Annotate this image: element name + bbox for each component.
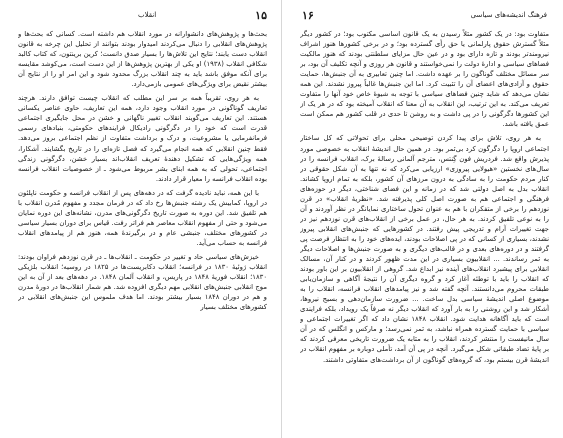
right-running-header <box>302 9 549 25</box>
right-page-number: ۱۶ <box>302 9 314 22</box>
left-running-header <box>20 9 267 25</box>
paragraph: خیزش‌های سیاسی حاد و تغییر در حکومت ـ انقلاب‌ها ـ در قرن نوزدهم فراوان بودند: انقلاب ژوئیهٔ ۱۸۳۰ در فرانسه؛ انقلاب دکابریست‌ها در ۱۸۲۵ در روسیه؛ انقلاب بلژیکی ۱۸۳۰؛ انقلاب فوریهٔ ۱۸۴۸ در پاریس، و انقلاب آلمان ۱۸۴۸. در دهه‌های بعد از آن به این موج انقلابی جنبش‌های انقلابی مهم دیگری افزوده شد. هم شمار انقلاب‌ها در دورهٔ مدرن و هم در دوران ۱۸۴۸ بسیار بیشتر بودند. اما هدف ملموس این جنبش‌های انقلابی در کشورهای مختلف بسیار <box>18 252 267 312</box>
left-page-number: ۱۵ <box>255 9 267 22</box>
left-page-body <box>18 29 267 432</box>
paragraph: متفاوت بود: در یک کشور مثلاً رسیدن به یک قانون اساسی مکتوب بود؛ در کشور دیگر مثلاً گسترش حقوق پارلمانی یا حق رأی گسترده بود؛ و در برخی کشورها هنوز اشراف نیرومندتر بودند و تازه دارای بود و در عین حال مزایای سلطنتی بودند که هنوز مالکیت فضاهای سیاسی و ادارهٔ دولت را نمی‌خواستند و قانون هر روزی و آنچه تکلیف آن بود، بر سر مسائل مختلف گوناگون را بر عهده داشت. اما چنین تعابیری به آن جنبش‌ها، حمایت حقوق و آزادی‌های اعضای آن را تثبیت کرد. اما این جنبش‌ها غالباً پیروز نشدند. این همه نشان می‌دهد که شاید چنین فضاهای سیاسی با توجه به شیوهٔ خاص خود آنها را متفاوت تعریف می‌کند. به این ترتیب، این انقلاب به آن معنا که انقلاب آمیخته بود که در هر یک از این کشورها دگرگونی را در پی داشت و به روشن تا حدی در قلب کشور هم ممکن است عمق یافته باشد. <box>300 30 549 129</box>
right-page-body <box>300 29 549 432</box>
paragraph: بحث‌ها و پژوهش‌های دانشوارانه در مورد انقلاب هم داشته است. کسانی که بحث‌ها و پژوهش‌های انقلابی را دنبال می‌کردند امیدوار بودند بتوانند از تحلیل این چرخه به قانون انقلاب دست یابند؛ نتایج این تلاش‌ها را بسیار صدق دانست؛ کرین برینتون، که کتاب کالبد شکافی انقلاب (۱۹۳۸) او یکی از بهترین پژوهش‌ها از این دست است، می‌کوشد مقایسه برای آنکه موفق باشد باید به چند انقلاب بزرگ محدود شود و این امر او را از نتایج آن بیشتر نقیض برای ویژگی‌های عمومی بازمی‌دارد. <box>18 30 267 89</box>
left-page <box>0 0 281 438</box>
paragraph: به هر روی، تقریباً همه بر سر این مطلب که انقلاب چیست توافق دارند. هرچند تعاریف گوناگونی در مورد انقلاب وجود دارد، همه این تعاریف، حاوی عناصر یکسانی هستند. این تعاریف می‌گویند انقلاب تغییر ناگهانی و خشن در محل جایگیری اجتماعی قدرت است که خود را در دگرگونی رادیکال فرایندهای حکومتی، بنیادهای رسمی فرمانفرمایی یا مشروعیت، و درک و برداشت متفاوت از نظم اجتماعی بروز می‌دهد. فقط چنین انقلابی که همه انجام می‌گیرد که فصل تازه‌ای را در تاریخ بگشایند. آشکارا، همه ویژگی‌هایی که تشکیل دهندهٔ تعریف انقلاب‌اند بسیار خشن، دگرگونی زندگی اجتماعی، تحولی که به همه ابنای بشر مربوط می‌شود ـ از خصوصیات انقلاب فرانسه بوده انقلاب فرانسه را معیار قرار دادند. <box>18 94 267 183</box>
paragraph: به هر روی، تلاش برای پیدا کردن توضیحی محلی برای تحولاتی که کل ساختار اجتماعی اروپا را دگرگون کرد بی‌ثمر بود. در همین حال اندیشهٔ انقلاب به خصوصی مورد پذیرش واقع شد. فردریش فون گِنتس، مترجم آلمانی رسالهٔ برک، انقلاب فرانسه را در سال‌های نخستین «هیولایی پیروزی» ارزیابی می‌کرد که نه تنها به آن شکل حقوقی در کنار مردم حکومت را به سادگی به درون مرزهای آن کشور، بلکه به تمام اروپا کشاند. انقلاب بدل به اصل دولتی شد که در زمانه و این فضای شناختی، دیگر در حوزه‌های فرهنگی و اجتماعی هم به صورت اصل کلی پذیرفته شد. «نظریهٔ انقلاب» در قرن نوزدهم را برخی از متفکران با هم به عنوان تحول ساختاری نمایانگر در نظر آوردند و آن را به نوعی تلفیق کردند. به هر حال، در عمل برخی از انقلاب‌های قرن نوزدهم نیز در جهت تغییرات آرام و تدریجی پیش رفتند. در کشورهایی که جنبش‌های انقلابی پیروز نشدند، بسیاری از کسانی که در پی اصلاحات بودند، ایده‌های خود را به انتظار فرصت پی گرفتند و در دوره‌های بعدی و در قالب‌های دیگری و به صورت جنبش‌ها و اصلاحات دیگر به ثمر رساندند. ... انقلابیون بسیاری در این مدت ظهور کردند و در کنار آن، مسالک انقلابی برای پیشبرد انقلاب‌های آینده نیز ابداع شد. گروهی از انقلابیون بر این باور بودند که انقلاب را باید با توطئه آغاز کرد و گروه دیگری آن را نتیجهٔ آگاهی و سازمان‌یابی طبقات محروم می‌دانستند. آنچه گفته شد و نیز پیامدهای انقلاب فرانسه، انقلاب را به موضوع اصلی اندیشهٔ سیاسی بدل ساخت. ... ضرورت سازمان‌دهی و بسیج نیروها، آشکار شد و این روشنی را به بار آورد که انقلاب دیگر نه صرفاً یک رویداد، بلکه فرایندی است که باید آگاهانه هدایت شود. انقلاب ۱۸۴۸ نشان داد که اگر تغییرات اجتماعی و سیاسی با حمایت گسترده همراه نباشد، به ثمر نمی‌رسد؛ و مارکس و انگلس که در آن سال مانیفست را منتشر کردند، انقلاب را به مثابه یک ضرورت تاریخی معرفی کردند که بر پایهٔ تضاد طبقاتی شکل می‌گیرد. آنچه در پی آن آمد، تأملی دوباره بر مفهوم انقلاب در اندیشهٔ قرن بیستم بود، که گروه‌های گوناگون از آن برداشت‌های متفاوتی داشتند. <box>300 134 549 364</box>
paragraph: با این همه، نباید نادیده گرفت که در دهه‌های پس از انقلاب فرانسه و حکومت ناپلئون در اروپا، کمابیش یک رشته جنبش‌ها رخ داد که در فرمان مجدد و مفهوم مُدرن انقلاب با هم تلفیق شد. این دوره به صورت تاریخ دگرگونی‌های مدرن، نشانه‌های این دوره نمایان می‌شود و حتی از مفهوم انقلاب معاصر هم فراتر رفت. قیاس برای دوران بسیار سیاسی در کشورهای مختلف، جنبشی عام و در برگیرندهٔ همه، هنوز هم از پیامدهای انقلاب فرانسه به حساب می‌آید. <box>18 188 267 247</box>
left-running-title: انقلاب <box>138 11 157 19</box>
right-page <box>282 0 563 438</box>
right-running-title: فرهنگ اندیشه‌های سیاسی <box>470 11 547 19</box>
